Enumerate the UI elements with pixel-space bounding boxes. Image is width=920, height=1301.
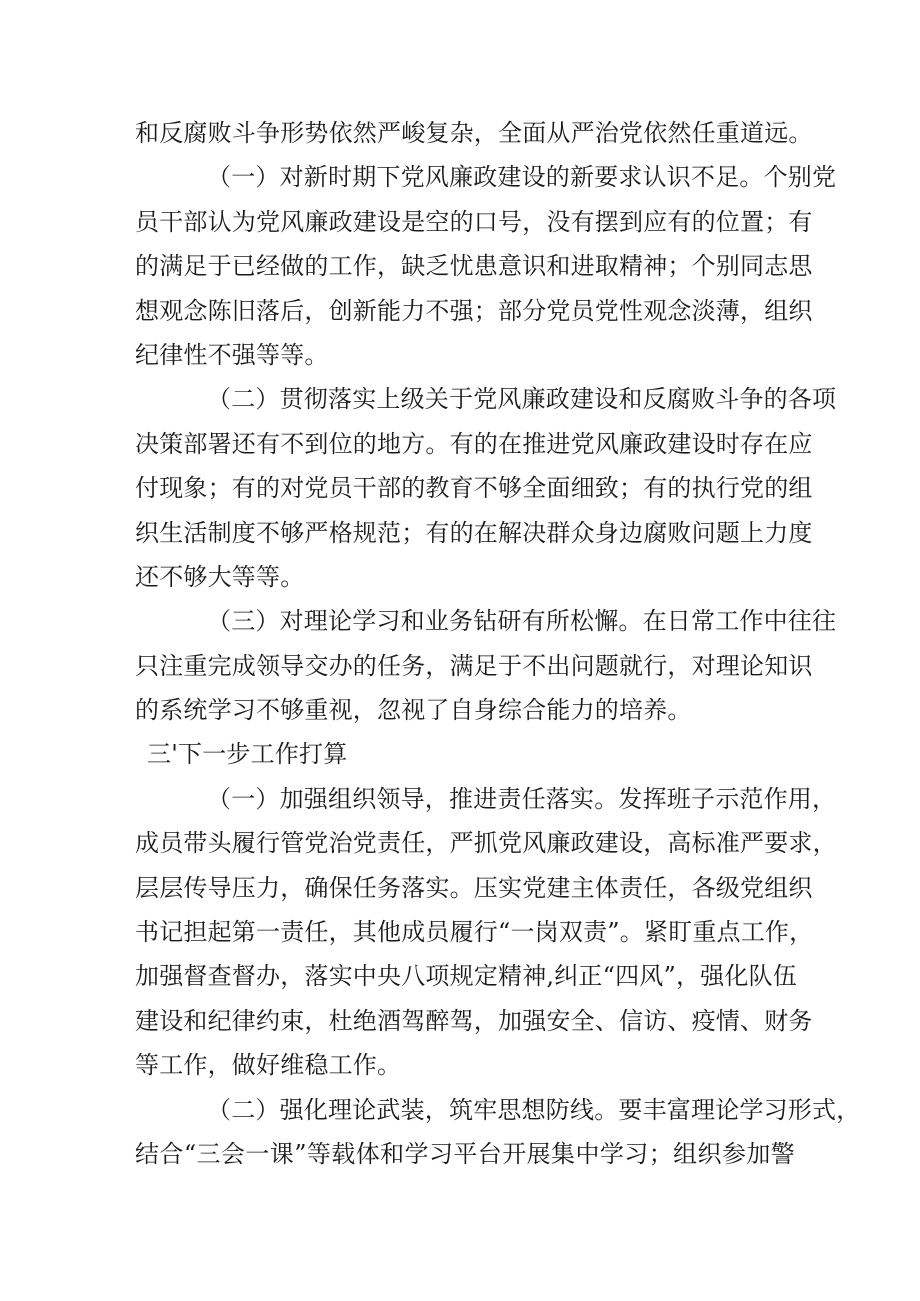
- paragraph-5-line-6: 等工作，做好维稳工作。: [135, 1051, 402, 1080]
- paragraph-5-line-5: 建设和纪律约束，杜绝酒驾醉驾，加强安全、信访、疫情、财务: [135, 1006, 813, 1035]
- paragraph-0-line-0: 和反腐败斗争形势依然严峻复杂，全面从严治党依然任重道远。: [135, 119, 813, 147]
- section-heading: 三'下一步工作打算: [147, 740, 348, 769]
- paragraph-5-line-1: 成员带头履行管党治党责任，严抓党风廉政建设，高标准严要求，: [135, 829, 837, 858]
- paragraph-6-line-1: 结合“三会一课”等载体和学习平台开展集中学习；组织参加警: [135, 1139, 795, 1168]
- paragraph-3-line-1: 只注重完成领导交办的任务，满足于不出问题就行，对理论知识: [135, 651, 813, 680]
- paragraph-2-line-4: 还不够大等等。: [135, 562, 305, 591]
- paragraph-3-line-2: 的系统学习不够重视，忽视了自身综合能力的培养。: [135, 696, 692, 725]
- paragraph-1-line-2: 的满足于已经做的工作，缺乏忧患意识和进取精神；个别同志思: [135, 252, 813, 281]
- paragraph-1-line-4: 纪律性不强等等。: [135, 340, 329, 369]
- paragraph-5-line-2: 层层传导压力，确保任务落实。压实党建主体责任，各级党组织: [135, 873, 813, 902]
- paragraph-2-line-3: 织生活制度不够严格规范；有的在解决群众身边腐败问题上力度: [135, 518, 813, 547]
- paragraph-1-line-3: 想观念陈旧落后，创新能力不强；部分党员党性观念淡薄，组织: [135, 296, 813, 325]
- paragraph-5-line-4: 加强督查督办，落实中央八项规定精神,纠正“四风”，强化队伍: [135, 962, 797, 991]
- document-body: [135, 111, 861, 1176]
- paragraph-3-line-0: （三）对理论学习和业务钻研有所松懈。在日常工作中往往: [207, 607, 837, 636]
- paragraph-2-line-1: 决策部署还有不到位的地方。有的在推进党风廉政建设时存在应: [135, 429, 813, 458]
- paragraph-5-line-0: （一）加强组织领导，推进责任落实。发挥班子示范作用，: [207, 784, 837, 813]
- paragraph-1-line-0: （一）对新时期下党风廉政建设的新要求认识不足。个别党: [207, 163, 837, 192]
- paragraph-6-line-0: （二）强化理论武装，筑牢思想防线。要丰富理论学习形式，: [207, 1095, 861, 1124]
- paragraph-1-line-1: 员干部认为党风廉政建设是空的口号，没有摆到应有的位置；有: [135, 207, 813, 236]
- paragraph-2-line-2: 付现象；有的对党员干部的教育不够全面细致；有的执行党的组: [135, 474, 813, 503]
- paragraph-5-line-3: 书记担起第一责任，其他成员履行“一岗双责”。紧盯重点工作，: [135, 918, 814, 947]
- paragraph-2-line-0: （二）贯彻落实上级关于党风廉政建设和反腐败斗争的各项: [207, 385, 837, 414]
